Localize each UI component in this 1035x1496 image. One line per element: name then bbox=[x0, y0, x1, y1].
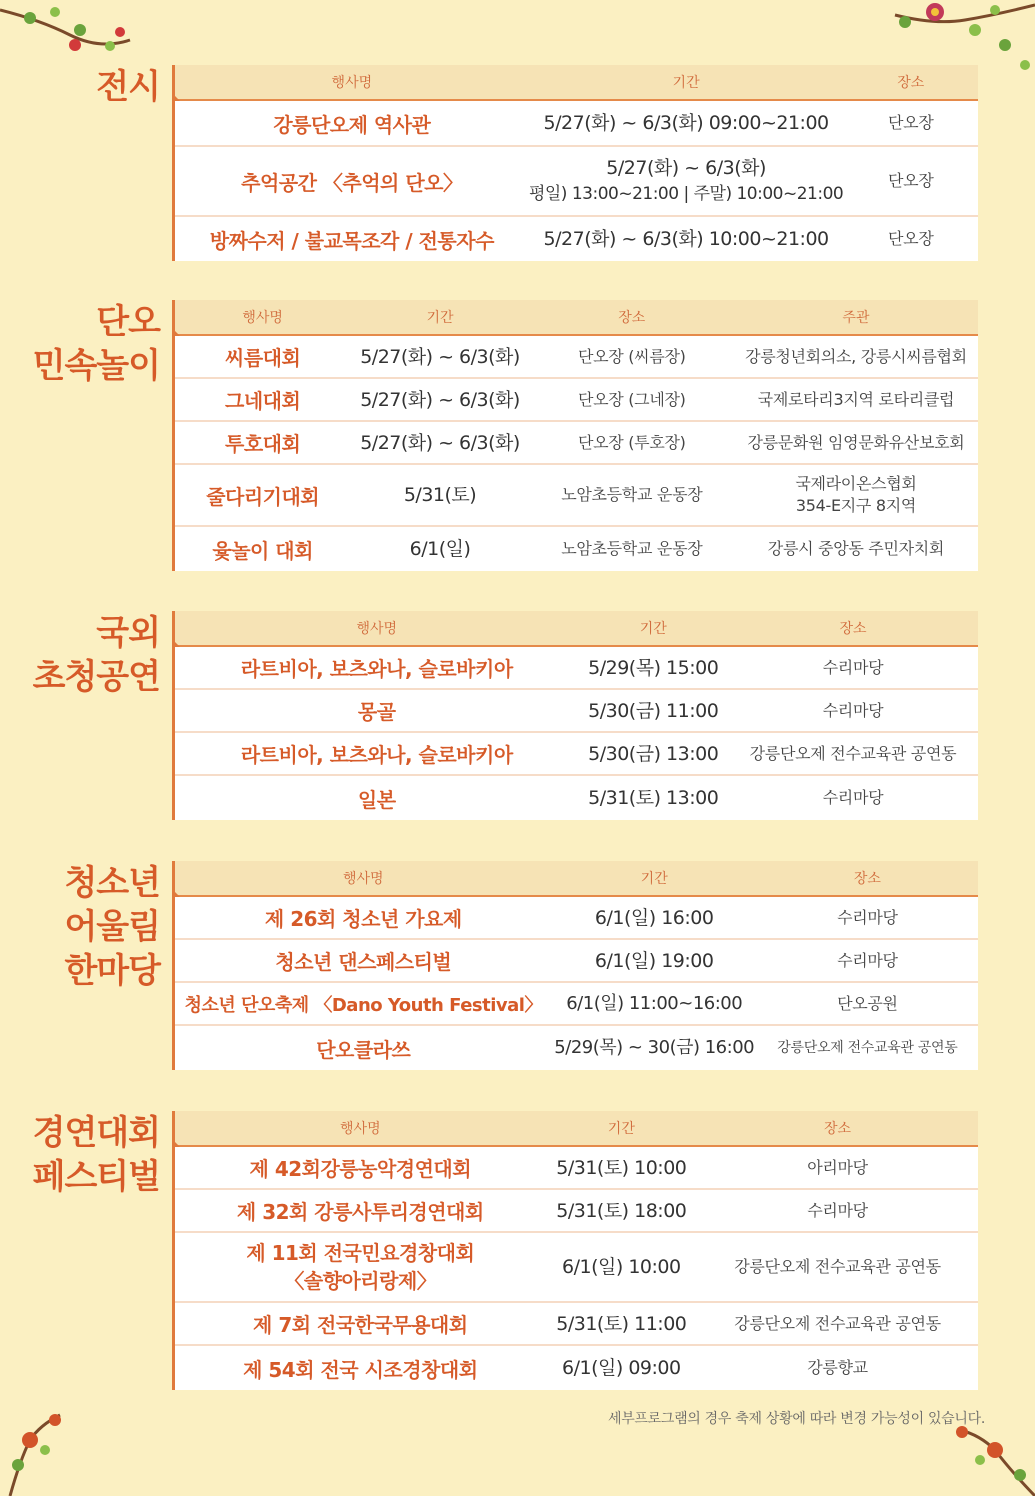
schedule-table bbox=[172, 611, 978, 820]
event-name: 투호대회 bbox=[225, 432, 301, 456]
event-period: 5/31(토) 10:00 bbox=[556, 1156, 687, 1179]
event-host: 국제라이온스협회 bbox=[795, 474, 917, 493]
section-title-line: 청소년 bbox=[64, 863, 160, 903]
section-title bbox=[0, 300, 160, 388]
event-period: 5/29(목) ~ 30(금) 16:00 bbox=[554, 1037, 755, 1058]
header-period: 기간 bbox=[639, 621, 667, 637]
event-name: 몽골 bbox=[357, 700, 396, 724]
table-row bbox=[175, 1190, 978, 1233]
header-name: 행사명 bbox=[343, 871, 384, 887]
event-period: 5/31(토) 13:00 bbox=[588, 787, 719, 809]
branch-decoration-top-left bbox=[0, 0, 140, 60]
event-place: 강릉단오제 전수교육관 공연동 bbox=[749, 743, 957, 763]
event-place: 수리마당 bbox=[837, 950, 898, 970]
event-place: 단오장 (씨름장) bbox=[577, 346, 686, 366]
table-row bbox=[175, 983, 978, 1026]
event-period: 5/30(금) 11:00 bbox=[588, 699, 719, 722]
event-period: 6/1(일) 19:00 bbox=[594, 949, 714, 972]
table-row bbox=[175, 379, 978, 422]
event-name: 제 7회 전국한국무용대회 bbox=[253, 1313, 468, 1337]
event-name: 추억공간 〈추억의 단오〉 bbox=[241, 170, 463, 195]
table-row bbox=[175, 776, 978, 820]
event-period: 5/31(토) 18:00 bbox=[556, 1199, 687, 1222]
section-title-line: 전시 bbox=[96, 67, 160, 107]
event-period: 6/1(일) 10:00 bbox=[562, 1256, 681, 1278]
section-title-line: 한마당 bbox=[64, 951, 160, 991]
event-name: 청소년 댄스페스티벌 bbox=[275, 950, 452, 974]
event-name: 윷놀이 대회 bbox=[212, 538, 313, 563]
section-title bbox=[0, 611, 160, 699]
event-host: 강릉문화원 임영문화유산보호회 bbox=[747, 432, 965, 452]
table-row bbox=[175, 940, 978, 983]
event-name: 제 54회 전국 시조경창대회 bbox=[243, 1357, 478, 1382]
event-name: 줄다리기대회 bbox=[206, 484, 320, 509]
header-name: 행사명 bbox=[340, 1121, 381, 1137]
header-period: 기간 bbox=[426, 310, 454, 326]
schedule-table bbox=[172, 1111, 978, 1390]
header-name: 행사명 bbox=[356, 621, 398, 637]
header-host: 주관 bbox=[842, 310, 870, 326]
header-period: 기간 bbox=[672, 75, 700, 91]
header-name: 행사명 bbox=[331, 75, 373, 91]
event-place: 노암초등학교 운동장 bbox=[561, 539, 703, 558]
header-period: 기간 bbox=[607, 1121, 635, 1137]
table-row bbox=[175, 336, 978, 379]
event-place: 수리마당 bbox=[822, 788, 884, 807]
section-title-line: 어울림 bbox=[64, 907, 160, 947]
event-name: 라트비아, 보츠와나, 슬로바키아 bbox=[240, 743, 513, 767]
header-period: 기간 bbox=[640, 871, 668, 887]
event-place: 단오장 (투호장) bbox=[577, 432, 686, 452]
branch-decoration-bottom-left bbox=[0, 1400, 90, 1496]
table-row bbox=[175, 1147, 978, 1190]
event-name: 강릉단오제 역사관 bbox=[273, 112, 431, 137]
table-header bbox=[175, 611, 978, 647]
header-place: 장소 bbox=[897, 75, 925, 91]
event-name: 청소년 단오축제 〈Dano Youth Festival〉 bbox=[184, 994, 542, 1016]
section-title-line: 민속놀이 bbox=[32, 346, 160, 386]
event-period-cell bbox=[529, 155, 844, 207]
event-place: 수리마당 bbox=[837, 907, 898, 927]
table-header bbox=[175, 300, 978, 336]
header-place: 장소 bbox=[853, 871, 881, 887]
table-row bbox=[175, 465, 978, 527]
header-place: 장소 bbox=[618, 310, 646, 326]
event-period: 5/27(화) ~ 6/3(화) 09:00~21:00 bbox=[543, 112, 829, 134]
event-place: 수리마당 bbox=[822, 700, 884, 720]
section-title bbox=[0, 861, 160, 993]
event-place: 수리마당 bbox=[807, 1200, 868, 1220]
event-period: 5/31(토) bbox=[403, 484, 477, 506]
event-host-cell bbox=[734, 473, 978, 517]
event-place: 강릉단오제 전수교육관 공연동 bbox=[777, 1040, 958, 1056]
event-name: 단오클라쓰 bbox=[316, 1037, 411, 1062]
event-name-cell bbox=[175, 1239, 546, 1295]
event-place: 수리마당 bbox=[822, 657, 884, 677]
event-period: 5/27(화) ~ 6/3(화) bbox=[360, 431, 520, 454]
event-place: 강릉향교 bbox=[807, 1358, 868, 1377]
event-name: 방짜수저 / 불교목조각 / 전통자수 bbox=[209, 228, 494, 253]
header-place: 장소 bbox=[823, 1121, 852, 1137]
event-name: 제 26회 청소년 가요제 bbox=[264, 907, 462, 931]
event-name-subtitle: 〈솔향아리랑제〉 bbox=[284, 1269, 437, 1293]
section-title bbox=[0, 1111, 160, 1199]
table-row bbox=[175, 1346, 978, 1390]
table-row bbox=[175, 147, 978, 217]
table-row bbox=[175, 690, 978, 733]
event-place: 노암초등학교 운동장 bbox=[561, 485, 703, 504]
section-title-line: 초청공연 bbox=[32, 657, 160, 697]
event-name: 씨름대회 bbox=[225, 346, 301, 370]
section-title-line: 페스티벌 bbox=[32, 1157, 160, 1197]
section-title-line: 단오 bbox=[96, 302, 160, 342]
event-name: 일본 bbox=[357, 787, 396, 812]
event-place: 단오장 bbox=[888, 113, 934, 132]
event-period: 5/27(화) ~ 6/3(화) bbox=[606, 157, 766, 179]
event-name: 제 32회 강릉사투리경연대회 bbox=[236, 1200, 484, 1224]
event-place: 강릉단오제 전수교육관 공연동 bbox=[734, 1257, 941, 1276]
section-title-line: 경연대회 bbox=[32, 1113, 160, 1153]
schedule-table bbox=[172, 300, 978, 571]
event-period: 6/1(일) bbox=[409, 538, 471, 560]
event-place: 아리마당 bbox=[807, 1157, 868, 1177]
table-header bbox=[175, 65, 978, 101]
event-period: 5/27(화) ~ 6/3(화) 10:00~21:00 bbox=[543, 228, 829, 250]
table-row bbox=[175, 422, 978, 465]
table-row bbox=[175, 101, 978, 147]
table-row bbox=[175, 217, 978, 261]
event-period: 5/31(토) 11:00 bbox=[556, 1312, 687, 1335]
table-header bbox=[175, 1111, 978, 1147]
header-place: 장소 bbox=[839, 621, 867, 637]
table-row bbox=[175, 1303, 978, 1346]
table-row bbox=[175, 733, 978, 776]
event-place: 강릉단오제 전수교육관 공연동 bbox=[734, 1313, 941, 1333]
event-period: 6/1(일) 09:00 bbox=[562, 1357, 681, 1379]
table-row bbox=[175, 647, 978, 690]
event-host-detail: 354-E지구 8지역 bbox=[795, 496, 917, 515]
table-row bbox=[175, 1026, 978, 1070]
event-name: 그네대회 bbox=[225, 389, 301, 413]
section-title-line: 국외 bbox=[96, 613, 160, 653]
event-name: 제 42회강릉농악경연대회 bbox=[249, 1157, 472, 1181]
event-place: 단오장 bbox=[888, 171, 934, 190]
schedule-table bbox=[172, 861, 978, 1070]
event-name: 제 11회 전국민요경창대회 bbox=[246, 1241, 475, 1265]
table-row bbox=[175, 1233, 978, 1303]
event-host: 강릉시 중앙동 주민자치회 bbox=[767, 539, 945, 558]
table-row bbox=[175, 897, 978, 940]
footnote: 세부프로그램의 경우 축제 상황에 따라 변경 가능성이 있습니다. bbox=[607, 1411, 985, 1427]
event-period: 5/27(화) ~ 6/3(화) bbox=[360, 388, 520, 411]
event-host: 강릉청년회의소, 강릉시씨름협회 bbox=[745, 346, 967, 366]
event-place: 단오장 bbox=[888, 229, 934, 248]
event-host: 국제로타리3지역 로타리클럽 bbox=[757, 389, 955, 409]
event-period: 5/27(화) ~ 6/3(화) bbox=[360, 345, 520, 368]
header-name: 행사명 bbox=[242, 310, 283, 326]
table-row bbox=[175, 527, 978, 571]
event-place: 단오공원 bbox=[837, 993, 898, 1013]
section-title bbox=[0, 65, 160, 109]
event-period: 6/1(일) 16:00 bbox=[594, 906, 714, 929]
event-period: 6/1(일) 11:00~16:00 bbox=[566, 992, 743, 1014]
schedule-table bbox=[172, 65, 978, 261]
event-period: 5/29(목) 15:00 bbox=[588, 656, 719, 679]
event-place: 단오장 (그네장) bbox=[577, 389, 686, 409]
event-name: 라트비아, 보츠와나, 슬로바키아 bbox=[240, 657, 513, 681]
table-header bbox=[175, 861, 978, 897]
event-period-detail: 평일) 13:00~21:00 | 주말) 10:00~21:00 bbox=[528, 184, 844, 204]
event-period: 5/30(금) 13:00 bbox=[588, 742, 719, 765]
